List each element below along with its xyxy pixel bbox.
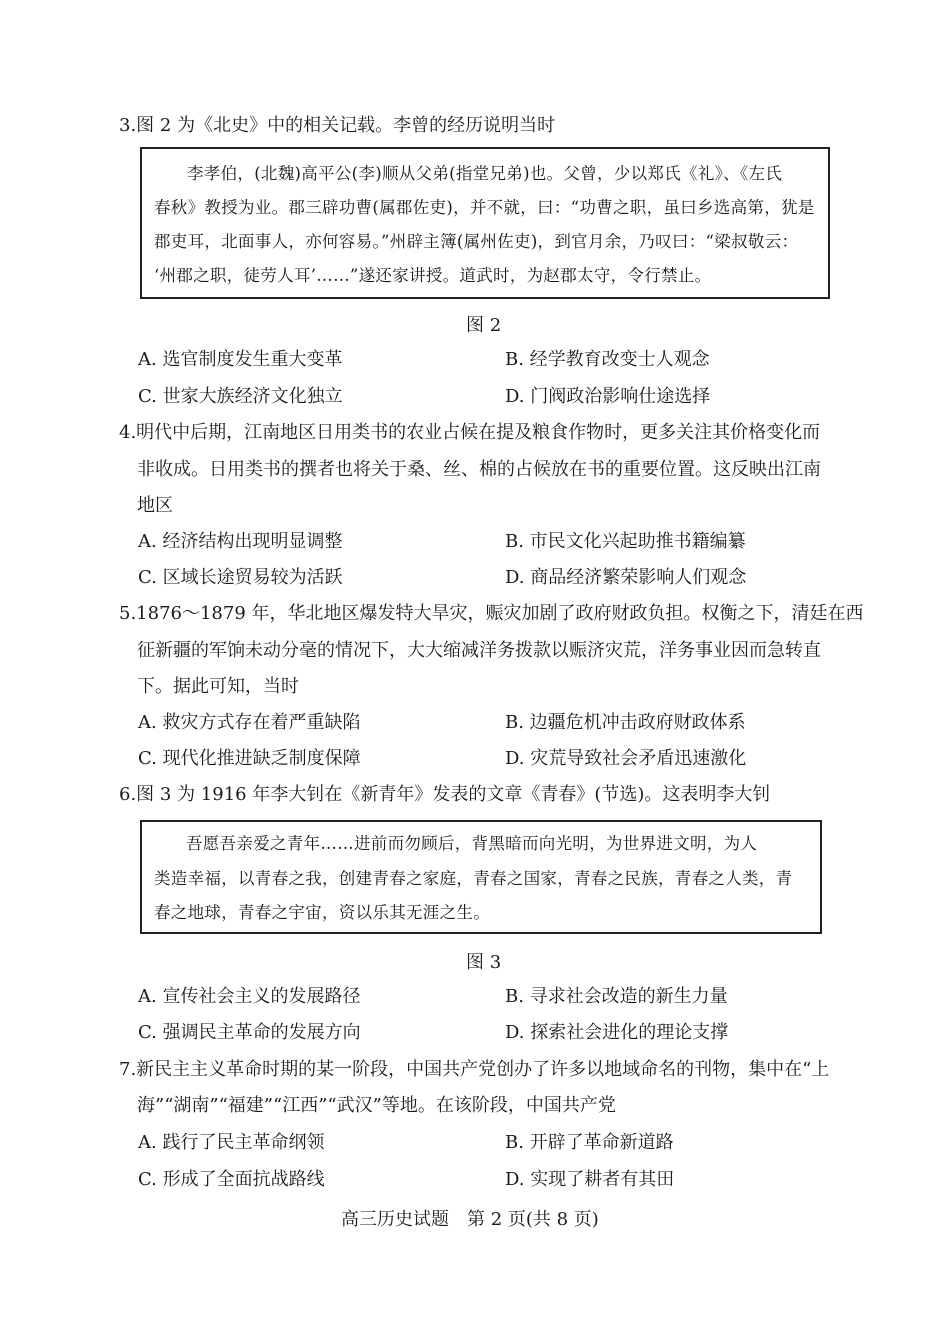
q7-stem-line: 7.新民主主义革命时期的某一阶段，中国共产党创办了许多以地域命名的刊物，集中在“上 (119, 1059, 830, 1080)
page-footer: 高三历史试题 第 2 页(共 8 页) (341, 1209, 599, 1230)
q3-quote-line: 郡吏耳，北面事人，亦何容易。”州辟主簿(属州佐吏)，到官月余，乃叹曰：“梁叔敬云： (154, 232, 799, 251)
q3-option-b: B. 经学教育改变士人观念 (505, 349, 710, 370)
q3-option-d: D. 门阀政治影响仕途选择 (505, 386, 711, 407)
q4-option-a: A. 经济结构出现明显调整 (138, 531, 343, 552)
q3-quote-line: ‘州郡之职，徒劳人耳’……”遂还家讲授。道武时，为赵郡太守，令行禁止。 (154, 266, 712, 285)
q3-quote-line: 春秋》教授为业。郡三辟功曹(属郡佐吏)，并不就，曰：“功曹之职，虽曰乡选高第，犹是 (154, 198, 815, 217)
q5-option-c: C. 现代化推进缺乏制度保障 (138, 748, 361, 769)
q6-option-c: C. 强调民主革命的发展方向 (138, 1022, 361, 1043)
q3-quote-line: 李孝伯，(北魏)高平公(李)顺从父弟(指堂兄弟)也。父曾，少以郑氏《礼》、《左氏 (187, 164, 783, 183)
q3-option-c: C. 世家大族经济文化独立 (138, 386, 343, 407)
q4-option-d: D. 商品经济繁荣影响人们观念 (505, 567, 747, 588)
q4-stem-line: 4.明代中后期，江南地区日用类书的农业占候在提及粮食作物时，更多关注其价格变化而 (119, 422, 821, 443)
q3-stem: 3.图 2 为《北史》中的相关记载。李曾的经历说明当时 (119, 115, 556, 136)
q3-option-a: A. 选官制度发生重大变革 (138, 349, 343, 370)
q5-stem-line: 5.1876～1879 年，华北地区爆发特大旱灾，赈灾加剧了政府财政负担。权衡之下，清廷在西 (119, 603, 864, 624)
q3-quote-box (140, 147, 830, 299)
q7-option-b: B. 开辟了革命新道路 (505, 1132, 674, 1153)
q5-option-b: B. 边疆危机冲击政府财政体系 (505, 712, 746, 733)
q5-option-d: D. 灾荒导致社会矛盾迅速激化 (505, 748, 747, 769)
q5-option-a: A. 救灾方式存在着严重缺陷 (138, 712, 361, 733)
q4-stem-line: 非收成。日用类书的撰者也将关于桑、丝、棉的占候放在书的重要位置。这反映出江南 (137, 459, 821, 480)
q4-option-c: C. 区域长途贸易较为活跃 (138, 567, 343, 588)
q6-quote-line: 春之地球，青春之宇宙，资以乐其无涯之生。 (154, 903, 490, 922)
q5-stem-line: 征新疆的军饷未动分毫的情况下，大大缩减洋务拨款以赈济灾荒，洋务事业因而急转直 (137, 640, 821, 661)
q6-quote-line: 吾愿吾亲爱之青年……进前而勿顾后，背黑暗而向光明，为世界进文明，为人 (186, 834, 758, 853)
q6-quote-line: 类造幸福，以青春之我，创建青春之家庭，青春之国家，青春之民族，青春之人类，青 (154, 869, 793, 888)
q6-option-d: D. 探索社会进化的理论支撑 (505, 1022, 729, 1043)
q3-figure-caption: 图 2 (466, 315, 502, 336)
q4-option-b: B. 市民文化兴起助推书籍编纂 (505, 531, 746, 552)
q6-option-b: B. 寻求社会改造的新生力量 (505, 986, 728, 1007)
q6-quote-box (140, 820, 822, 934)
q6-option-a: A. 宣传社会主义的发展路径 (138, 986, 361, 1007)
q6-figure-caption: 图 3 (466, 952, 502, 973)
q7-stem-line: 海”“湖南”“福建”“江西”“武汉”等地。在该阶段，中国共产党 (137, 1095, 616, 1116)
q7-option-a: A. 践行了民主革命纲领 (138, 1132, 325, 1153)
q5-stem-line: 下。据此可知，当时 (137, 676, 299, 697)
q7-option-d: D. 实现了耕者有其田 (505, 1169, 675, 1190)
q7-option-c: C. 形成了全面抗战路线 (138, 1169, 325, 1190)
q6-stem: 6.图 3 为 1916 年李大钊在《新青年》发表的文章《青春》(节选)。这表明李大钊 (119, 784, 771, 805)
q4-stem-line: 地区 (137, 495, 173, 516)
